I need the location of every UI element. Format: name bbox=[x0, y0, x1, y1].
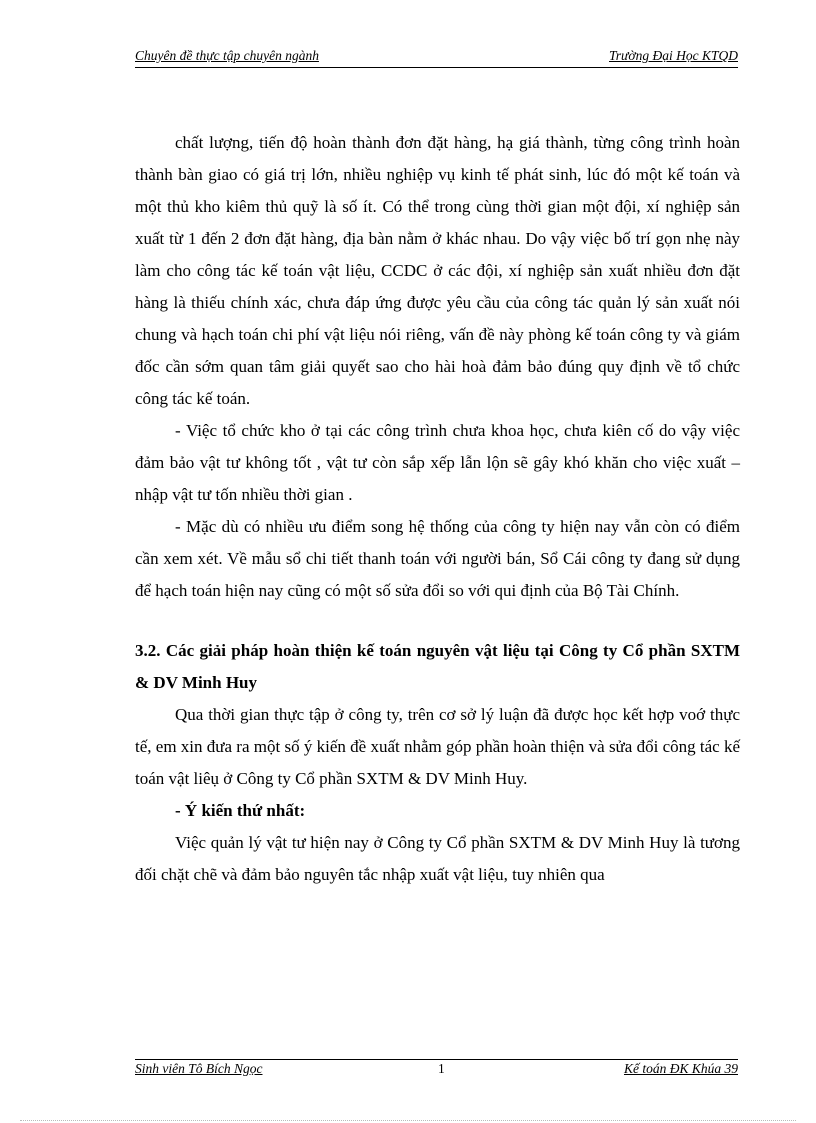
subheading: - Ý kiến thứ nhất: bbox=[175, 801, 306, 820]
section-heading: 3.2. Các giải pháp hoàn thiện kế toán nguyên vật liệu tại Công ty Cổ phần SXTM & DV Minh Huy bbox=[135, 641, 740, 692]
footer-left-text: Sinh viên Tô Bích Ngọc bbox=[135, 1061, 263, 1076]
page-footer bbox=[135, 1059, 738, 1080]
header-right-text: Trường Đại Học KTQD bbox=[609, 48, 738, 63]
page-break-divider bbox=[20, 1120, 796, 1121]
paragraph: Qua thời gian thực tập ở công ty, trên cơ sở lý luận đã được học kết hợp voớ thực tế, em xin đưa ra một số ý kiến đề xuất nhằm góp phần hoàn thiện và sửa đổi công tác kế toán vật liêụ ở Công ty Cổ phần SXTM & DV Minh Huy. bbox=[135, 705, 740, 788]
paragraph: - Việc tổ chức kho ở tại các công trình chưa khoa học, chưa kiên cố do vậy việc đảm bảo vật tư không tốt , vật tư còn sắp xếp lẫn lộn sẽ gây khó khăn cho việc xuất – nhập vật tư tốn nhiều thời gian . bbox=[135, 421, 740, 504]
paragraph: chất lượng, tiến độ hoàn thành đơn đặt hàng, hạ giá thành, từng công trình hoàn thành bàn giao có giá trị lớn, nhiều nghiệp vụ kinh tế phát sinh, lúc đó một kế toán và một thủ kho kiêm thủ quỹ là số ít. Có thể trong cùng thời gian một đội, xí nghiệp sản xuất từ 1 đến 2 đơn đặt hàng, địa bàn nằm ở khác nhau. Do vậy việc bố trí gọn nhẹ này làm cho công tác kế toán vật liệu, CCDC ở các đội, xí nghiệp sản xuất nhiều đơn đặt hàng là thiếu chính xác, chưa đáp ứng được yêu cầu của công tác quản lý sản xuất nói chung và hạch toán chi phí vật liệu nói riêng, vấn đề này phòng kế toán công ty và giám đốc cần sớm quan tâm giải quyết sao cho hài hoà đảm bảo đúng quy định về tổ chức công tác kế toán. bbox=[135, 133, 740, 408]
document-body bbox=[135, 127, 740, 891]
footer-right-text: Kế toán ĐK Khúa 39 bbox=[623, 1061, 738, 1076]
paragraph: Việc quản lý vật tư hiện nay ở Công ty Cổ phần SXTM & DV Minh Huy là tương đối chặt chẽ và đảm bảo nguyên tắc nhập xuất vật liệu, tuy nhiên qua bbox=[135, 833, 740, 884]
header-left-text: Chuyên đề thực tập chuyên ngành bbox=[135, 48, 319, 63]
page-number: 1 bbox=[438, 1061, 445, 1076]
paragraph: - Mặc dù có nhiều ưu điểm song hệ thống của công ty hiện nay vẫn còn có điểm cần xem xét. Về mẫu sổ chi tiết thanh toán với người bán, Sổ Cái công ty đang sử dụng để hạch toán hiện nay cũng có một số sửa đổi so với qui định của Bộ Tài Chính. bbox=[135, 517, 740, 600]
page-header bbox=[135, 47, 738, 68]
